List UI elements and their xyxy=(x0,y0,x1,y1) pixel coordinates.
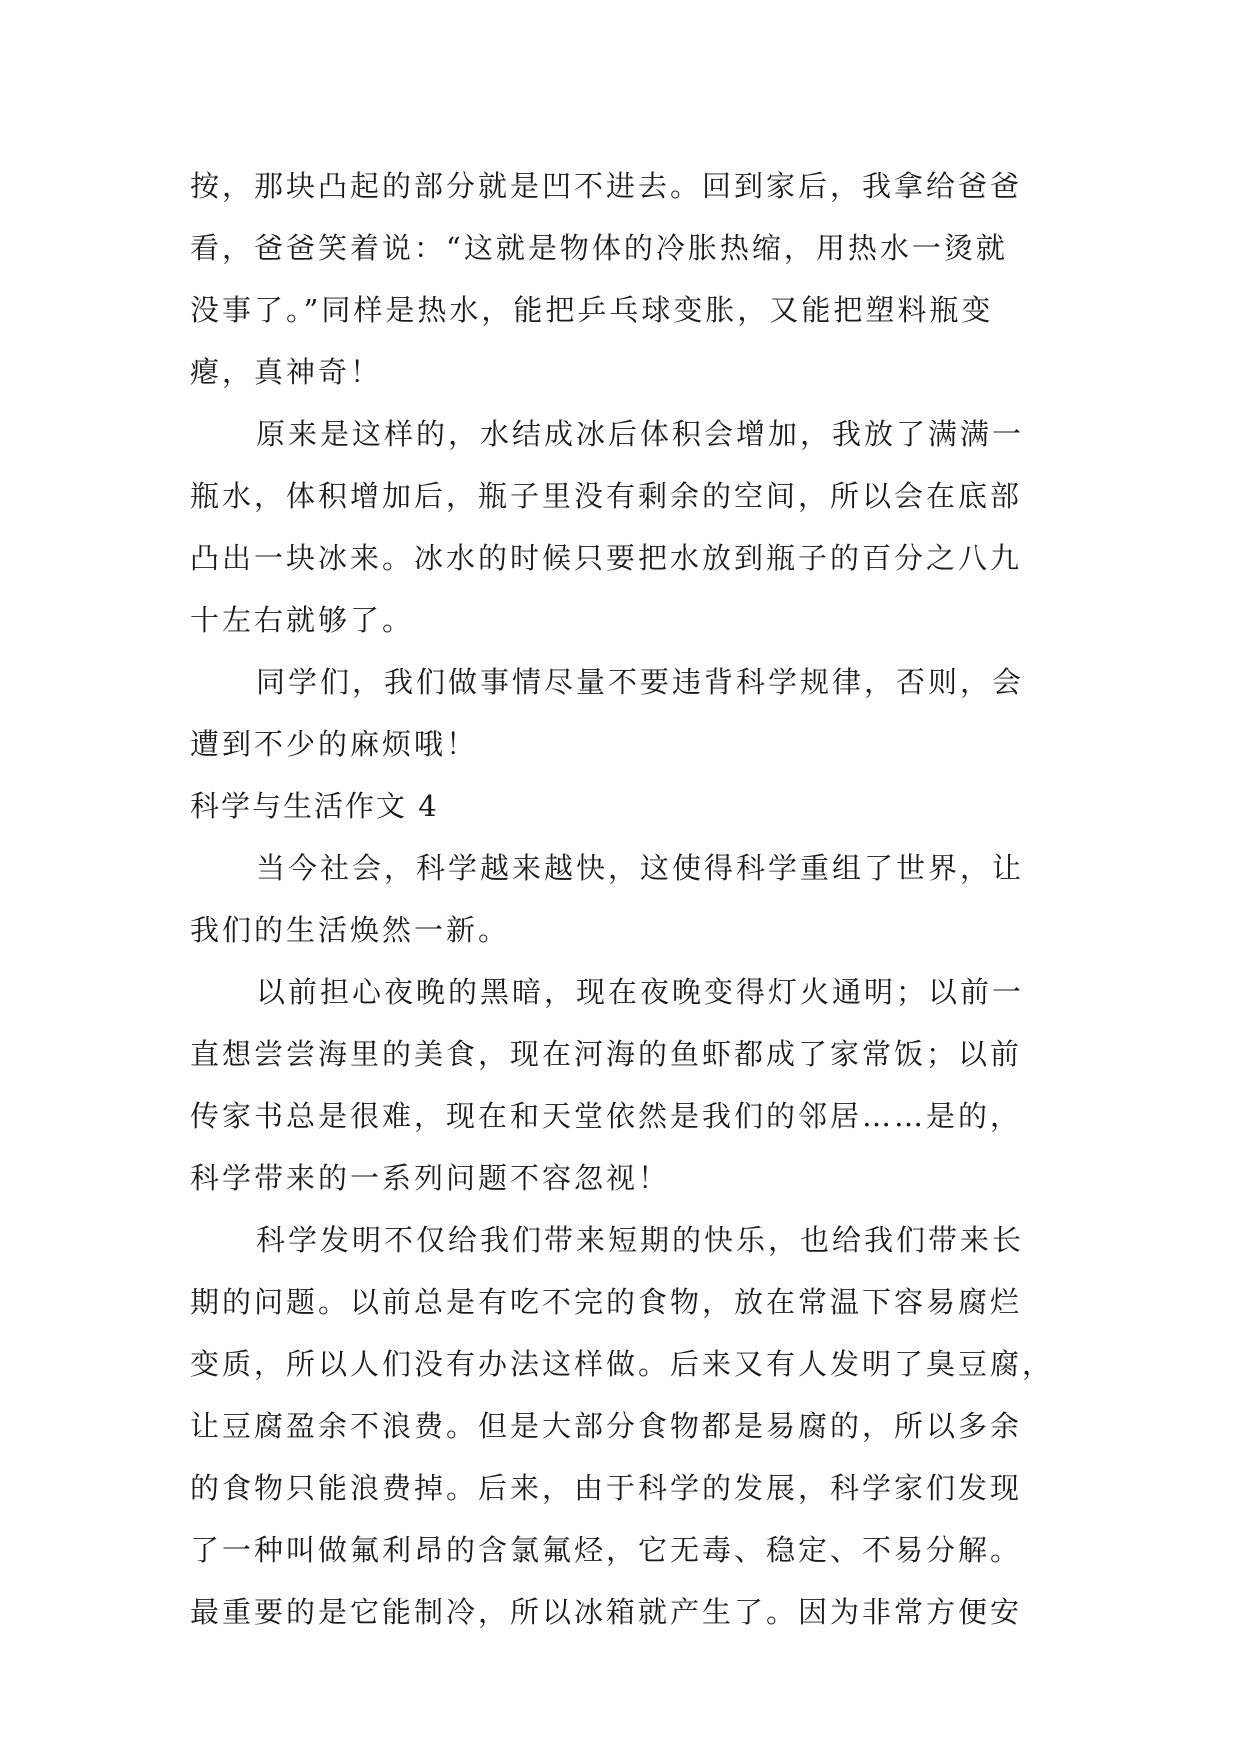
text-line: 凸出一块冰来。冰水的时候只要把水放到瓶子的百分之八九 xyxy=(190,541,1023,575)
text-line: 没事了。”同样是热水，能把乒乓球变胀，又能把塑料瓶变 xyxy=(190,293,994,327)
text-line: 变质，所以人们没有办法这样做。后来又有人发明了臭豆腐， xyxy=(190,1347,1055,1381)
text-line: 让豆腐盈余不浪费。但是大部分食物都是易腐的，所以多余 xyxy=(190,1409,1023,1443)
text-line: 瘪，真神奇！ xyxy=(190,355,383,389)
text-line: 了一种叫做氟利昂的含氯氟烃，它无毒、稳定、不易分解。 xyxy=(190,1533,1023,1567)
section-heading: 科学与生活作文 4 xyxy=(190,789,439,823)
text-line: 我们的生活焕然一新。 xyxy=(190,913,511,947)
text-line: 期的问题。以前总是有吃不完的食物，放在常温下容易腐烂 xyxy=(190,1285,1023,1319)
text-line: 按，那块凸起的部分就是凹不进去。回到家后，我拿给爸爸 xyxy=(190,169,1023,203)
paragraph-first-line: 原来是这样的，水结成冰后体积会增加，我放了满满一 xyxy=(256,417,1025,451)
text-line: 十左右就够了。 xyxy=(190,603,415,637)
text-line: 遭到不少的麻烦哦！ xyxy=(190,727,479,761)
paragraph-first-line: 科学发明不仅给我们带来短期的快乐，也给我们带来长 xyxy=(256,1223,1025,1257)
paragraph-first-line: 以前担心夜晚的黑暗，现在夜晚变得灯火通明；以前一 xyxy=(256,975,1025,1009)
paragraph-first-line: 同学们，我们做事情尽量不要违背科学规律，否则，会 xyxy=(256,665,1025,699)
text-line: 科学带来的一系列问题不容忽视！ xyxy=(190,1161,671,1195)
text-line: 传家书总是很难，现在和天堂依然是我们的邻居……是的， xyxy=(190,1099,1023,1133)
paragraph-first-line: 当今社会，科学越来越快，这使得科学重组了世界，让 xyxy=(256,851,1025,885)
document-body xyxy=(190,155,1070,1643)
text-line: 最重要的是它能制冷，所以冰箱就产生了。因为非常方便安 xyxy=(190,1595,1023,1629)
text-line: 的食物只能浪费掉。后来，由于科学的发展，科学家们发现 xyxy=(190,1471,1023,1505)
text-line: 看，爸爸笑着说：“这就是物体的冷胀热缩，用热水一烫就 xyxy=(190,231,1008,265)
text-line: 瓶水，体积增加后，瓶子里没有剩余的空间，所以会在底部 xyxy=(190,479,1023,513)
text-line: 直想尝尝海里的美食，现在河海的鱼虾都成了家常饭；以前 xyxy=(190,1037,1023,1071)
